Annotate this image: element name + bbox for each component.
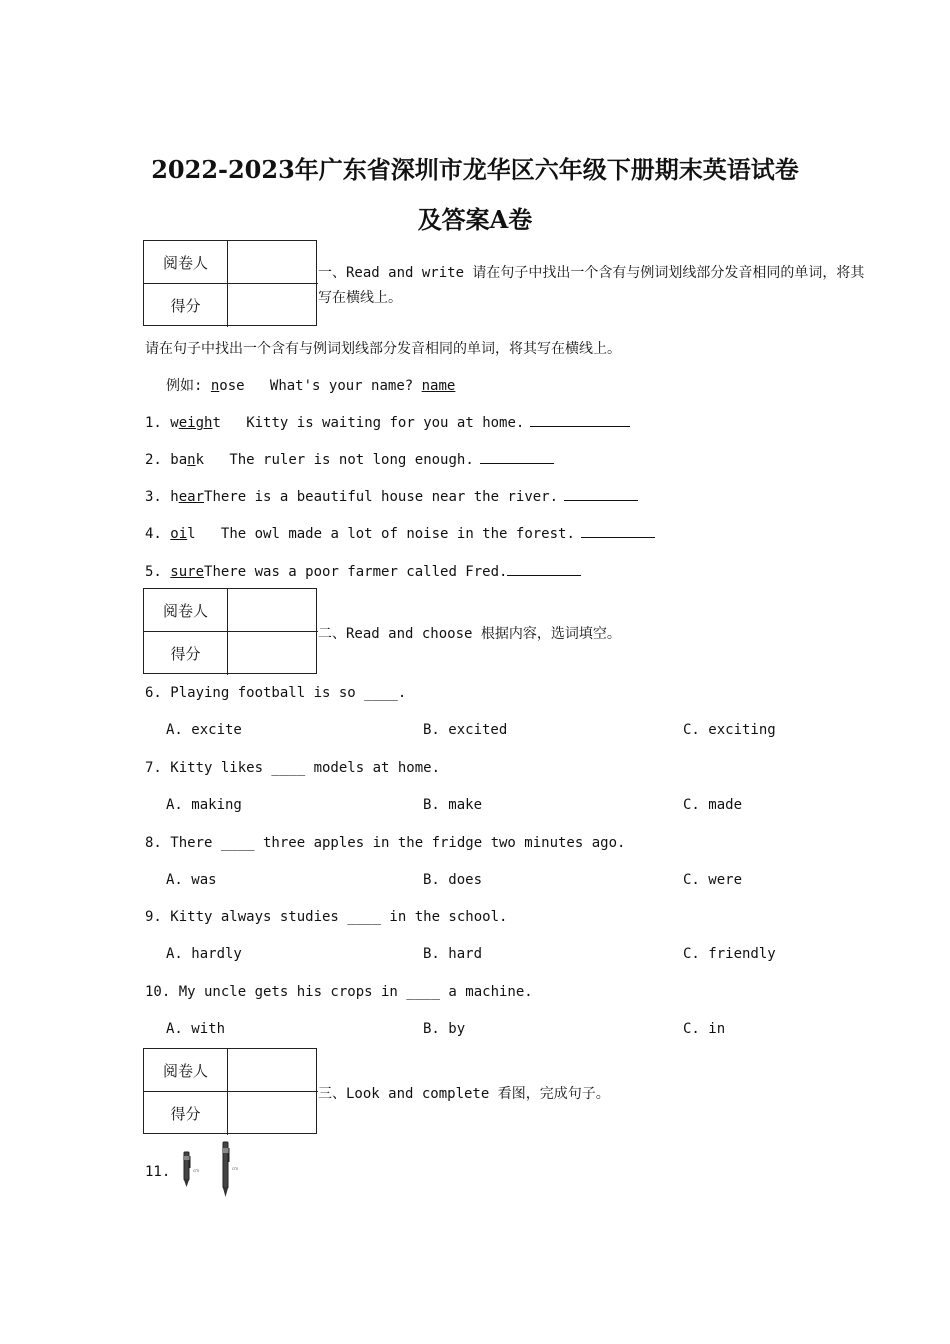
item-sentence: The owl made a lot of noise in the forest. xyxy=(220,526,575,542)
svg-text:cm: cm xyxy=(232,1166,239,1171)
long-pen-icon xyxy=(218,1140,242,1200)
answer-blank[interactable] xyxy=(530,412,630,427)
grader-box-3 xyxy=(143,1048,317,1134)
example-line xyxy=(166,375,455,395)
item-number: 4. xyxy=(145,526,162,542)
item-sentence: The ruler is not long enough. xyxy=(229,452,474,468)
reviewer-field[interactable] xyxy=(228,241,318,284)
q6-option-b[interactable]: B. excited xyxy=(423,722,508,738)
q10-option-c[interactable]: C. in xyxy=(683,1021,726,1037)
word-post: t xyxy=(212,415,221,431)
reviewer-label: 阅卷人 xyxy=(144,1049,228,1092)
phonics-item-4 xyxy=(145,523,655,542)
example-word-underlined: n xyxy=(210,378,220,394)
answer-blank[interactable] xyxy=(480,449,554,464)
item-number: 5. xyxy=(145,564,162,580)
answer-blank[interactable] xyxy=(564,486,638,501)
question-8-stem: 8. There ____ three apples in the fridge two minutes ago. xyxy=(145,835,626,851)
section1-heading: 一、Read and write 请在句子中找出一个含有与例词划线部分发音相同的单词，将其 xyxy=(318,265,865,281)
item-sentence: Kitty is waiting for you at home. xyxy=(246,415,525,431)
q9-option-b[interactable]: B. hard xyxy=(423,946,483,962)
question-10-stem: 10. My uncle gets his crops in ____ a machine. xyxy=(145,984,533,1000)
score-label: 得分 xyxy=(144,632,228,675)
score-label: 得分 xyxy=(144,284,228,327)
phonics-item-2 xyxy=(145,449,554,468)
section1-heading-cont: 写在横线上。 xyxy=(318,290,402,306)
phonics-item-5 xyxy=(145,561,581,580)
word-underlined: oi xyxy=(170,526,188,542)
score-field[interactable] xyxy=(228,1092,318,1135)
q7-option-a[interactable]: A. making xyxy=(166,797,242,813)
q7-option-b[interactable]: B. make xyxy=(423,797,483,813)
word-pre: ba xyxy=(170,452,188,468)
phonics-item-3 xyxy=(145,486,638,505)
short-pen-icon xyxy=(180,1150,202,1190)
score-field[interactable] xyxy=(228,632,318,675)
section1-instruction: 请在句子中找出一个含有与例词划线部分发音相同的单词，将其写在横线上。 xyxy=(145,341,621,357)
q10-option-b[interactable]: B. by xyxy=(423,1021,466,1037)
question-6-stem: 6. Playing football is so ____. xyxy=(145,685,407,701)
document-title-line1: 2022-2023年广东省深圳市龙华区六年级下册期末英语试卷 xyxy=(151,155,799,184)
word-underlined: eigh xyxy=(178,415,213,431)
q9-option-c[interactable]: C. friendly xyxy=(683,946,776,962)
word-post: k xyxy=(195,452,205,468)
grader-box-2 xyxy=(143,588,317,674)
example-answer: name xyxy=(421,378,456,394)
q8-option-a[interactable]: A. was xyxy=(166,872,217,888)
svg-text:cm: cm xyxy=(193,1168,200,1173)
q7-option-c[interactable]: C. made xyxy=(683,797,743,813)
score-field[interactable] xyxy=(228,284,318,327)
q6-option-c[interactable]: C. exciting xyxy=(683,722,776,738)
q6-option-a[interactable]: A. excite xyxy=(166,722,242,738)
word-underlined: ear xyxy=(178,489,205,505)
reviewer-label: 阅卷人 xyxy=(144,589,228,632)
item-number: 2. xyxy=(145,452,162,468)
item-sentence: There was a poor farmer called Fred. xyxy=(204,564,508,580)
word-pre: h xyxy=(170,489,179,505)
item-number: 1. xyxy=(145,415,162,431)
section3-heading: 三、Look and complete 看图，完成句子。 xyxy=(318,1086,610,1102)
answer-blank[interactable] xyxy=(507,561,581,576)
word-pre: w xyxy=(170,415,179,431)
item-11-number: 11. xyxy=(145,1164,171,1180)
example-prefix: 例如: xyxy=(166,378,211,394)
q8-option-b[interactable]: B. does xyxy=(423,872,483,888)
word-underlined: n xyxy=(187,452,196,468)
item-number: 3. xyxy=(145,489,162,505)
section2-heading: 二、Read and choose 根据内容，选词填空。 xyxy=(318,626,621,642)
score-label: 得分 xyxy=(144,1092,228,1135)
reviewer-field[interactable] xyxy=(228,589,318,632)
grader-box-1 xyxy=(143,240,317,326)
example-word-rest: ose xyxy=(219,378,245,394)
q10-option-a[interactable]: A. with xyxy=(166,1021,226,1037)
document-title-line2: 及答案A卷 xyxy=(417,205,533,234)
reviewer-field[interactable] xyxy=(228,1049,318,1092)
question-7-stem: 7. Kitty likes ____ models at home. xyxy=(145,760,441,776)
reviewer-label: 阅卷人 xyxy=(144,241,228,284)
example-sentence: What's your name? xyxy=(269,378,414,394)
q9-option-a[interactable]: A. hardly xyxy=(166,946,242,962)
item-sentence: There is a beautiful house near the river. xyxy=(204,489,559,505)
answer-blank[interactable] xyxy=(581,523,655,538)
word-post: l xyxy=(187,526,196,542)
q8-option-c[interactable]: C. were xyxy=(683,872,743,888)
phonics-item-1 xyxy=(145,412,630,431)
word-underlined: sure xyxy=(170,564,205,580)
question-9-stem: 9. Kitty always studies ____ in the school. xyxy=(145,909,508,925)
